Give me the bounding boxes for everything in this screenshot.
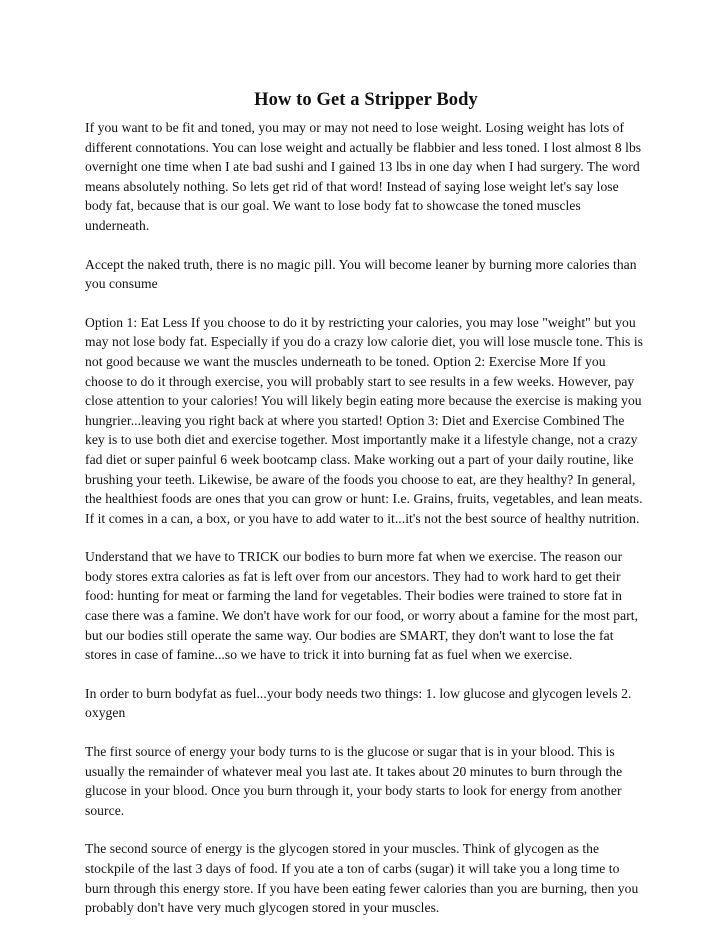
paragraph-naked-truth: Accept the naked truth, there is no magic pill. You will become leaner by burning more calories than you consume <box>85 256 637 292</box>
document-body <box>85 88 647 937</box>
paragraph-burn-bodyfat: In order to burn bodyfat as fuel...your body needs two things: 1. low glucose and glycogen levels 2. oxygen <box>85 685 632 721</box>
paragraph-second-energy-source: The second source of energy is the glycogen stored in your muscles. Think of glycogen as the stockpile of the last 3 days of food. If you ate a ton of carbs (sugar) it will take you a long time to burn through this energy store. If you have been eating fewer calories than you are burning, then you probably don't have very much glycogen stored in your muscles. <box>85 841 639 916</box>
paragraph-intro: If you want to be fit and toned, you may or may not need to lose weight. Losing weight has lots of different connotations. You can lose weight and actually be flabbier and less toned. I lost almost 8 lbs overnight one time when I ate bad sushi and I gained 13 lbs in one day when I had surgery. The word means absolutely nothing. So lets get rid of that word! Instead of saying lose weight let's say lose body fat, because that is our goal. We want to lose body fat to showcase the toned muscles underneath. <box>85 120 642 233</box>
paragraph-options: Option 1: Eat Less If you choose to do it by restricting your calories, you may lose "weight" but you may not lose body fat. Especially if you do a crazy low calorie diet, you will lose muscle tone. This is not good because we want the muscles underneath to be toned. Option 2: Exercise More If you choose to do it through exercise, you will probably start to see results in a few weeks. However, pay close attention to your calories! You will likely begin eating more because the exercise is making you hungrier...leaving you right back at where you started! Option 3: Diet and Exercise Combined The key is to use both diet and exercise together. Most importantly make it a lifestyle change, not a crazy fad diet or super painful 6 week bootcamp class. Make working out a part of your daily routine, like brushing your teeth. Likewise, be aware of the foods you choose to eat, are they healthy? In general, the healthiest foods are ones that you can grow or hunt: I.e. Grains, fruits, vegetables, and lean meats. If it comes in a can, a box, or you have to add water to it...it's not the best source of healthy nutrition. <box>85 314 644 526</box>
document-title: How to Get a Stripper Body <box>254 90 478 110</box>
paragraph-trick-bodies: Understand that we have to TRICK our bodies to burn more fat when we exercise. The reason our body stores extra calories as fat is left over from our ancestors. They had to work hard to get their food: hunting for meat or farming the land for vegetables. Their bodies were trained to store fat in case there was a famine. We don't have work for our food, or worry about a famine for the most part, but our bodies still operate the same way. Our bodies are SMART, they don't want to lose the fat stores in case of famine...so we have to trick it into burning fat as fuel when we exercise. <box>85 549 639 663</box>
paragraph-first-energy-source: The first source of energy your body turns to is the glucose or sugar that is in your blood. This is usually the remainder of whatever meal you last ate. It takes about 20 minutes to burn through the glucose in your blood. Once you burn through it, your body starts to look for energy from another source. <box>85 744 623 818</box>
